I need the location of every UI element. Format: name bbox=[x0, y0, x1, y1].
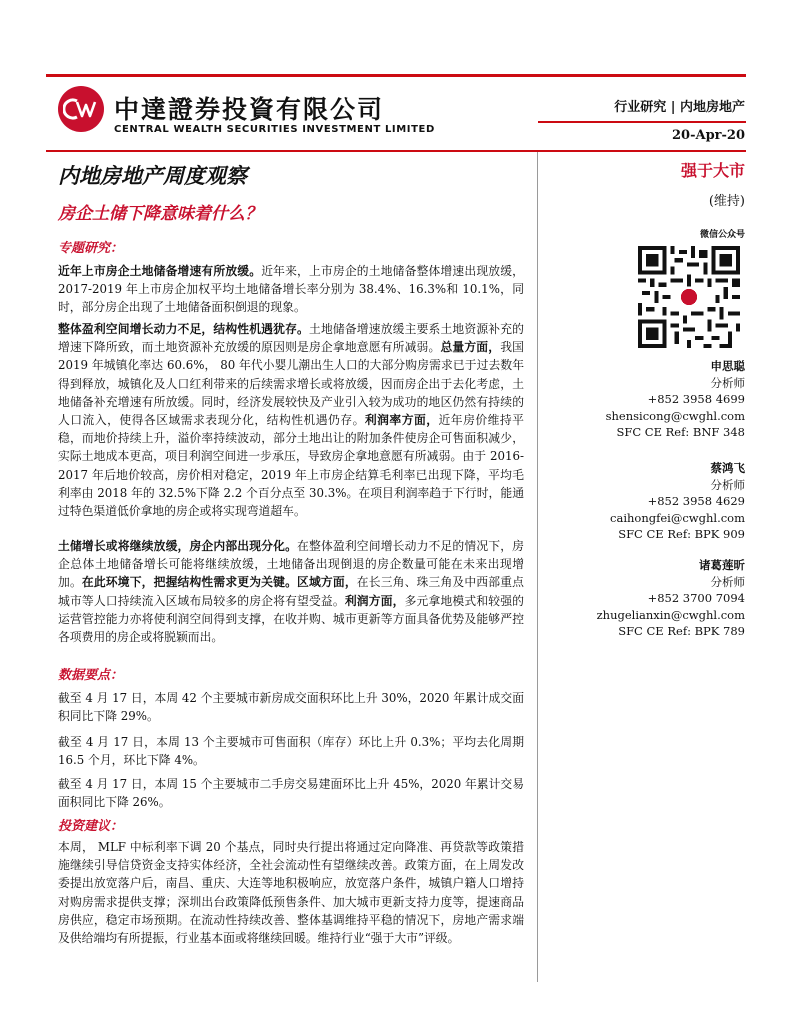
paragraph-lead: 总量方面， bbox=[440, 340, 501, 355]
analyst-phone: +852 3958 4699 bbox=[647, 392, 745, 407]
header-bottom-rule bbox=[46, 150, 746, 152]
paragraph-lead: 利润方面， bbox=[344, 593, 405, 608]
analyst-email[interactable]: zhugelianxin@cwghl.com bbox=[596, 607, 745, 622]
analyst-sfc-ref: SFC CE Ref: BPK 909 bbox=[618, 527, 745, 542]
analyst-role: 分析师 bbox=[710, 574, 745, 589]
section-heading-data: 数据要点： bbox=[58, 668, 124, 683]
paragraph-land-reserve bbox=[58, 262, 524, 317]
analyst-name: 诸葛莲昕 bbox=[699, 558, 745, 572]
paragraph-slowdown bbox=[58, 537, 524, 646]
paragraph-investment-advice: 本周， MLF 中标利率下调 20 个基点，同时央行提出将通过定向降准、再贷款等政策措施继续引导信贷资金支持实体经济，全社会流动性有望继续改善。政策方面，在上周发改委提出放宽落户后，南昌、重庆、大连等地积极响应，放宽落户条件，城镇户籍人口增持对购房需求提供支撑；深圳出台政策降低预售条件、加大城市更新支持力度等，提速商品房供应，稳定市场预期。在流动性持续改善、整体基调维持平稳的情况下，房地产需求端及供给端均有所提振，行业基本面或将继续回暖。维持行业“强于大市”评级。 bbox=[58, 840, 524, 946]
analyst-email[interactable]: shensicong@cwghl.com bbox=[605, 408, 745, 423]
paragraph-lead: 土储增长或将继续放缓，房企内部出现分化。 bbox=[58, 539, 298, 553]
paragraph-lead: 近年上市房企土地储备增速有所放缓。 bbox=[58, 264, 262, 278]
paragraph-lead: 整体盈利空间增长动力不足，结构性机遇犹存。 bbox=[58, 322, 309, 336]
paragraph-profit-space bbox=[58, 320, 524, 520]
paragraph-lead: 利润率方面， bbox=[364, 413, 439, 428]
paragraph-text: 多元拿地模式和较强的运营管控能力亦将使利润空间得到支撑，在收并购、城市更新等方面具备优势及能够严控各项费用的房企或将脱颖而出。 bbox=[58, 593, 524, 645]
rating-note: (维持) bbox=[708, 194, 745, 209]
analyst-card bbox=[565, 358, 745, 441]
analyst-role: 分析师 bbox=[710, 375, 745, 390]
header-mid-rule bbox=[538, 121, 746, 123]
header-top-rule bbox=[46, 74, 746, 77]
report-title: 内地房地产周度观察 bbox=[58, 163, 247, 188]
analyst-phone: +852 3700 7094 bbox=[647, 591, 745, 606]
wechat-label: 微信公众号 bbox=[699, 230, 745, 240]
section-heading-advice: 投资建议： bbox=[58, 819, 124, 834]
company-name-cn: 中達證券投資有限公司 bbox=[114, 95, 385, 124]
report-category: 行业研究 | 内地房地产 bbox=[614, 100, 745, 115]
paragraph-text: 土地储备增速放缓主要系土地资源补充的增速下降所致，而土地资源补充放缓的原因则是房企拿地意愿有所减弱。 bbox=[58, 322, 524, 355]
analyst-sfc-ref: SFC CE Ref: BPK 789 bbox=[618, 624, 745, 639]
data-point-new-homes: 截至 4 月 17 日，本周 42 个主要城市新房成交面积环比上升 30%，2020 年累计成交面积同比下降 29%。 bbox=[58, 691, 524, 724]
report-date: 20-Apr-20 bbox=[672, 128, 745, 143]
paragraph-text: 在整体盈利空间增长动力不足的情况下，房企总体土地储备增长可能将继续放缓，土地储备出现倒退的房企数量可能在未来出现增加。 bbox=[58, 539, 524, 590]
paragraph-text: 近年来，上市房企的土地储备整体增速出现放缓，2017-2019 年上市房企加权平均土地储备增长率分别为 38.4%、16.3%和 10.1%，同时，部分房企出现了土地储备面积倒退的现象。 bbox=[58, 264, 524, 315]
company-logo bbox=[58, 86, 104, 132]
section-heading-special: 专题研究： bbox=[58, 241, 124, 256]
analyst-email[interactable]: caihongfei@cwghl.com bbox=[610, 510, 745, 525]
rating-label: 强于大市 bbox=[680, 161, 745, 180]
data-point-inventory: 截至 4 月 17 日，本周 13 个主要城市可售面积（库存）环比上升 0.3%；平均去化周期 16.5 个月，环比下降 4%。 bbox=[58, 735, 524, 768]
column-divider bbox=[537, 152, 538, 982]
paragraph-lead: 在此环境下，把握结构性需求更为关键。区域方面， bbox=[81, 575, 357, 590]
analyst-role: 分析师 bbox=[710, 477, 745, 492]
wechat-qr-code[interactable] bbox=[638, 246, 740, 348]
analyst-card bbox=[565, 460, 745, 543]
paragraph-text: 近年房价维持平稳，而地价持续上升，溢价率持续波动，部分土地出让的附加条件使房企可售面积减少，实际土地成本更高，项目利润空间进一步承压，导致房企拿地意愿有所减弱。由于 2016-2017 年后地价较高，房价相对稳定，2019 年上市房企结算毛利率已出现下降，平均毛利率由 2018 年的 32.5%下降 2.2 个百分点至 30.3%。在项目利润率趋于下行时，能通过特色渠道低价拿地的房企或将实现弯道超车。 bbox=[58, 413, 524, 519]
data-point-secondhand: 截至 4 月 17 日，本周 15 个主要城市二手房交易建面环比上升 45%，2020 年累计交易面积同比下降 26%。 bbox=[58, 777, 524, 810]
analyst-card bbox=[565, 557, 745, 640]
analyst-name: 蔡鸿飞 bbox=[710, 461, 745, 475]
paragraph-text: 在长三角、珠三角及中西部重点城市等人口持续流入区域布局较多的房企将有望受益。 bbox=[58, 575, 524, 608]
analyst-sfc-ref: SFC CE Ref: BNF 348 bbox=[616, 425, 745, 440]
company-name-en: CENTRAL WEALTH SECURITIES INVESTMENT LIMITED bbox=[114, 124, 435, 135]
analyst-name: 申思聪 bbox=[710, 359, 745, 373]
paragraph-text: 我国 2019 年城镇化率达 60.6%， 80 年代小婴儿潮出生人口的大部分购房需求已于过去数年得到释放，城镇化及人口红利带来的后续需求增长或将放缓，因而房企出于去化考虑，土地储备补充增速有所放缓。同时，经济发展较快及产业引入较为成功的地区仍然有持续的人口流入，使得各区域需求表现分化，结构性机遇仍存。 bbox=[58, 340, 524, 428]
analyst-phone: +852 3958 4629 bbox=[647, 494, 745, 509]
report-subtitle: 房企土储下降意味着什么？ bbox=[58, 204, 262, 224]
